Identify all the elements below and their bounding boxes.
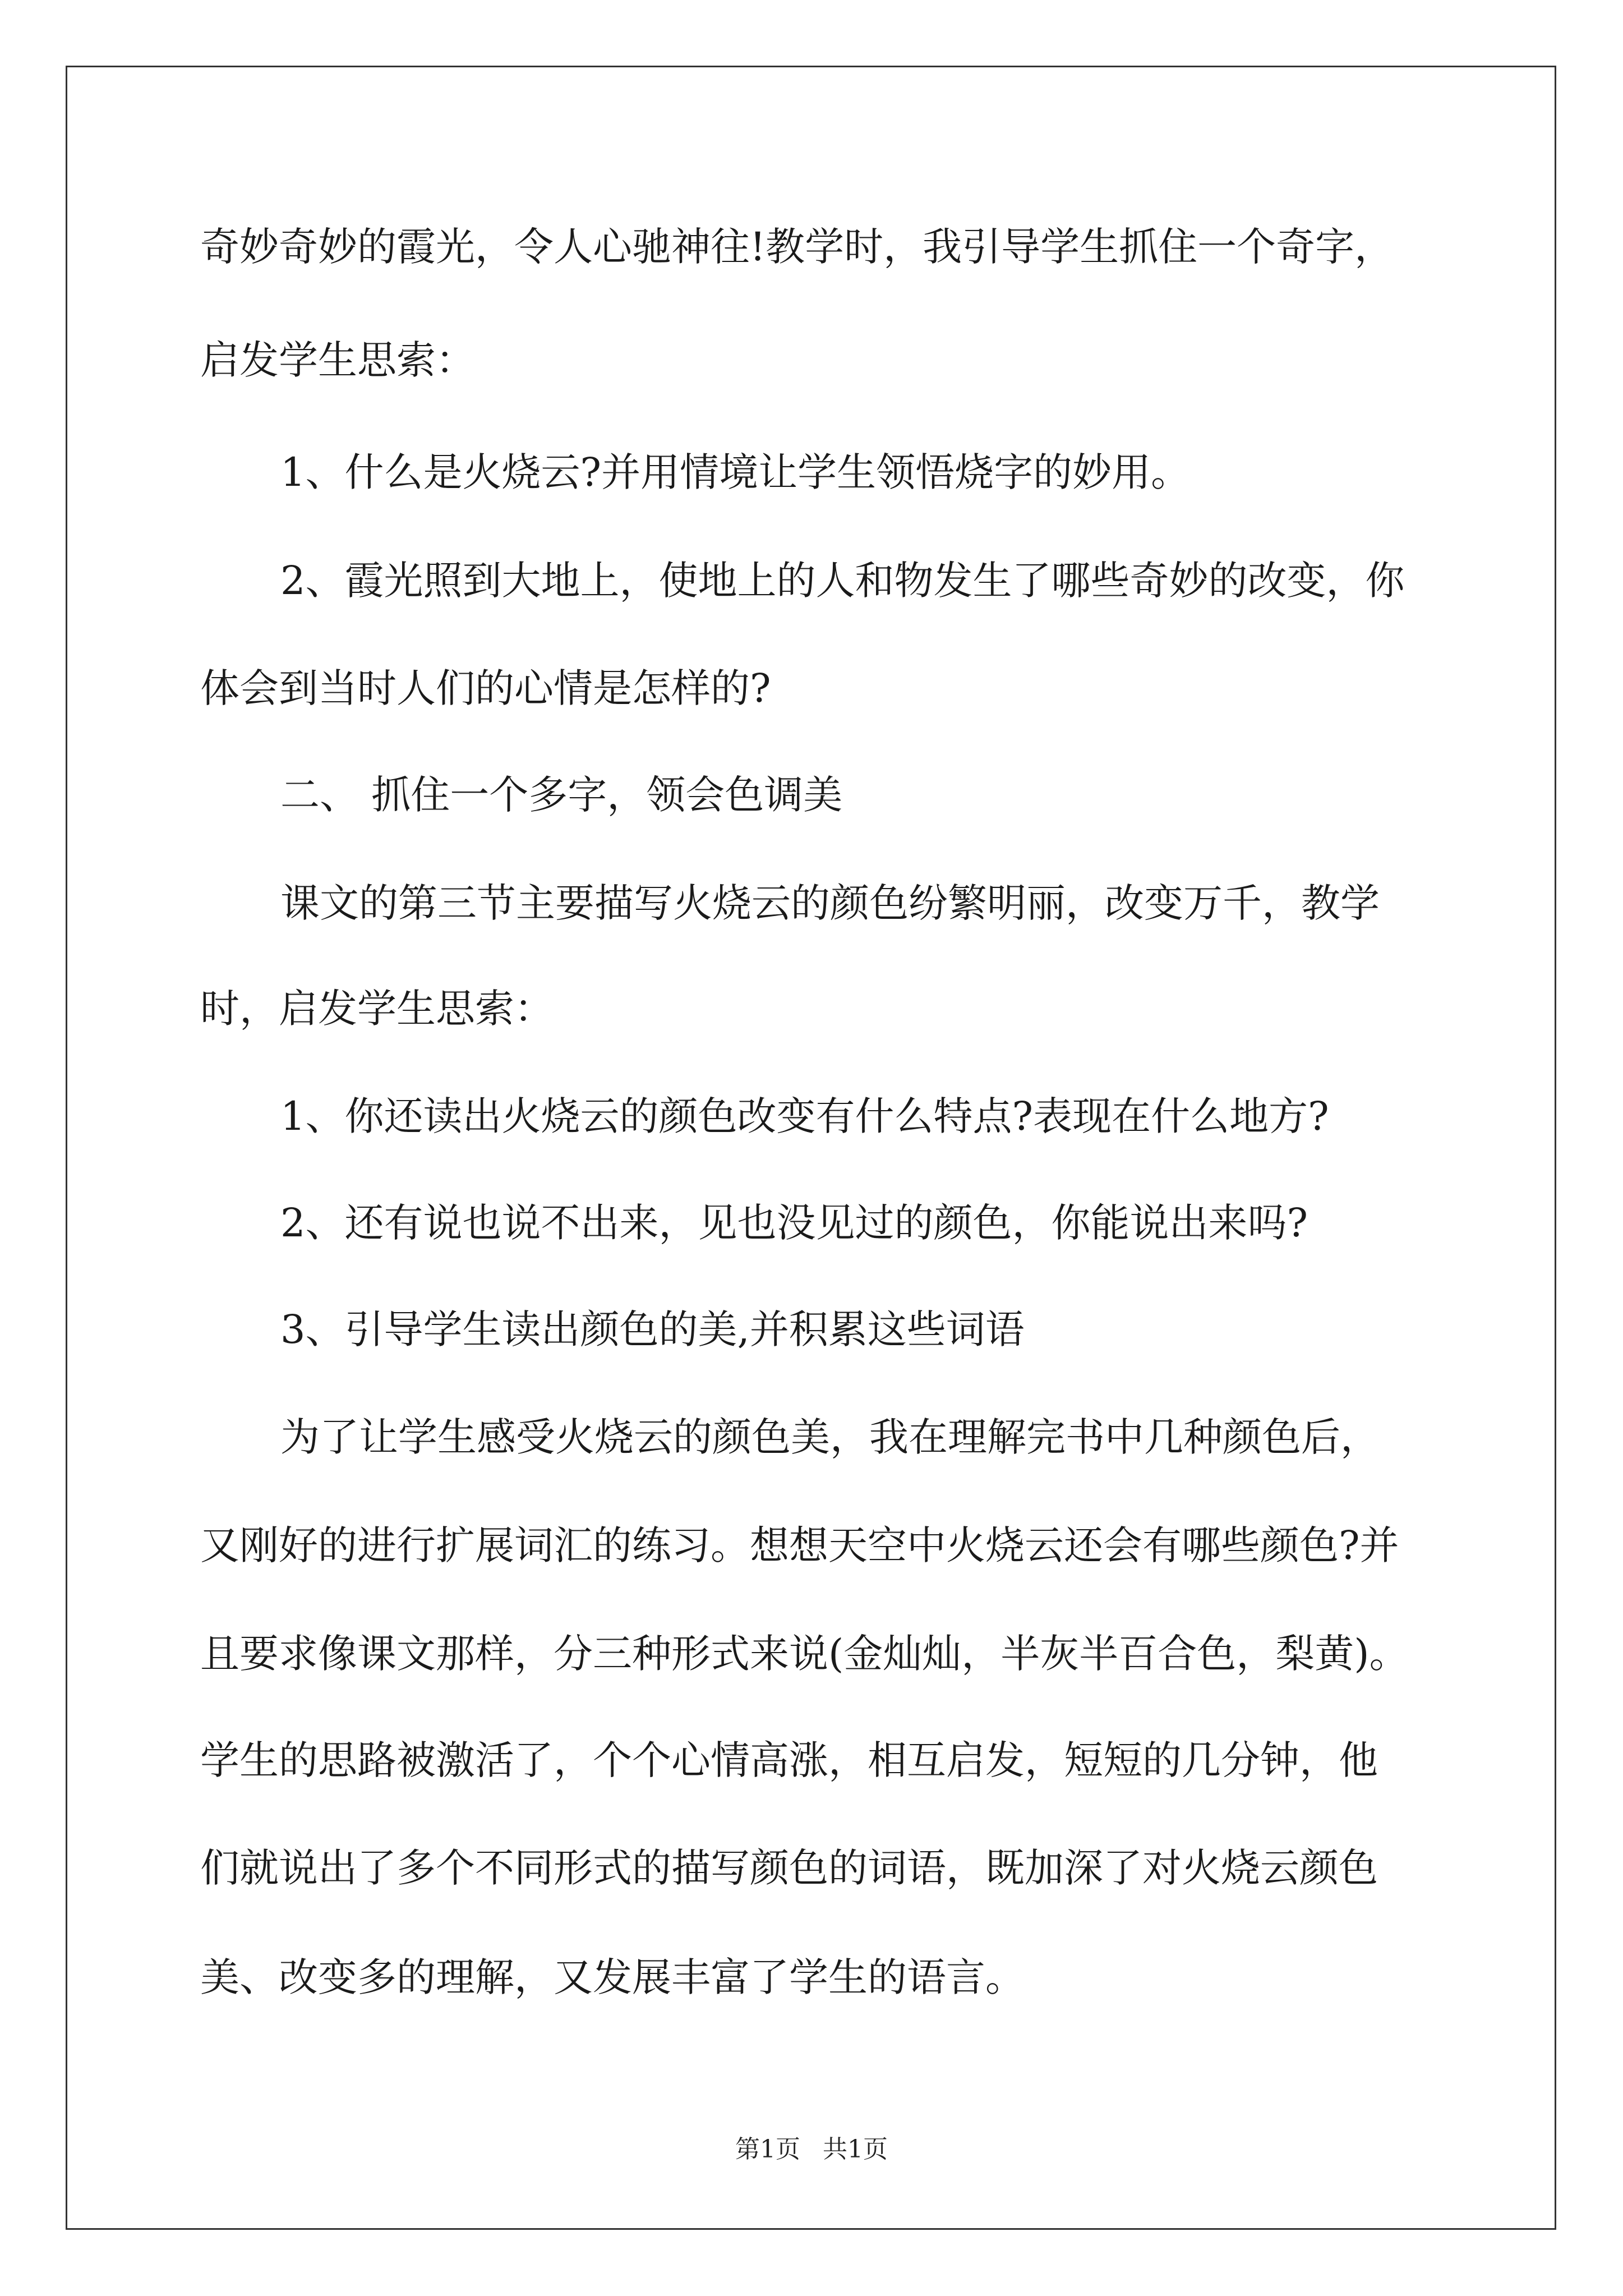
page-number: 第1页 <box>735 2135 800 2164</box>
text-line: 1、什么是火烧云?并用情境让学生领悟烧字的妙用。 <box>280 449 1191 495</box>
text-line: 课文的第三节主要描写火烧云的颜色纷繁明丽，改变万千，教学 <box>280 880 1380 926</box>
page-footer <box>0 2137 1623 2162</box>
page-total: 共1页 <box>823 2135 888 2164</box>
text-line: 1、你还读出火烧云的颜色改变有什么特点?表现在什么地方? <box>280 1093 1329 1139</box>
text-line: 2、霞光照到大地上，使地上的人和物发生了哪些奇妙的改变，你 <box>280 558 1405 604</box>
text-line: 们就说出了多个不同形式的描写颜色的词语，既加深了对火烧云颜色 <box>200 1845 1378 1891</box>
section-heading: 二、 抓住一个多字，领会色调美 <box>280 772 843 818</box>
text-line: 奇妙奇妙的霞光，令人心驰神往!教学时，我引导学生抓住一个奇字， <box>200 224 1394 270</box>
text-line: 2、还有说也说不出来，见也没见过的颜色，你能说出来吗? <box>280 1200 1308 1246</box>
text-line: 又刚好的进行扩展词汇的练习。想想天空中火烧云还会有哪些颜色?并 <box>200 1522 1399 1568</box>
text-line: 时，启发学生思索： <box>200 986 554 1032</box>
text-line: 且要求像课文那样，分三种形式来说(金灿灿，半灰半百合色，梨黄)。 <box>200 1631 1409 1677</box>
text-line: 3、引导学生读出颜色的美,并积累这些词语 <box>280 1306 1025 1352</box>
text-line: 体会到当时人们的心情是怎样的? <box>200 665 771 711</box>
text-line: 学生的思路被激活了，个个心情高涨，相互启发，短短的几分钟，他 <box>200 1737 1378 1783</box>
text-line: 启发学生思索： <box>200 337 475 383</box>
page-border <box>66 66 1556 2230</box>
text-line: 为了让学生感受火烧云的颜色美，我在理解完书中几种颜色后， <box>280 1414 1380 1460</box>
text-line: 美、改变多的理解，又发展丰富了学生的语言。 <box>200 1954 1025 2000</box>
